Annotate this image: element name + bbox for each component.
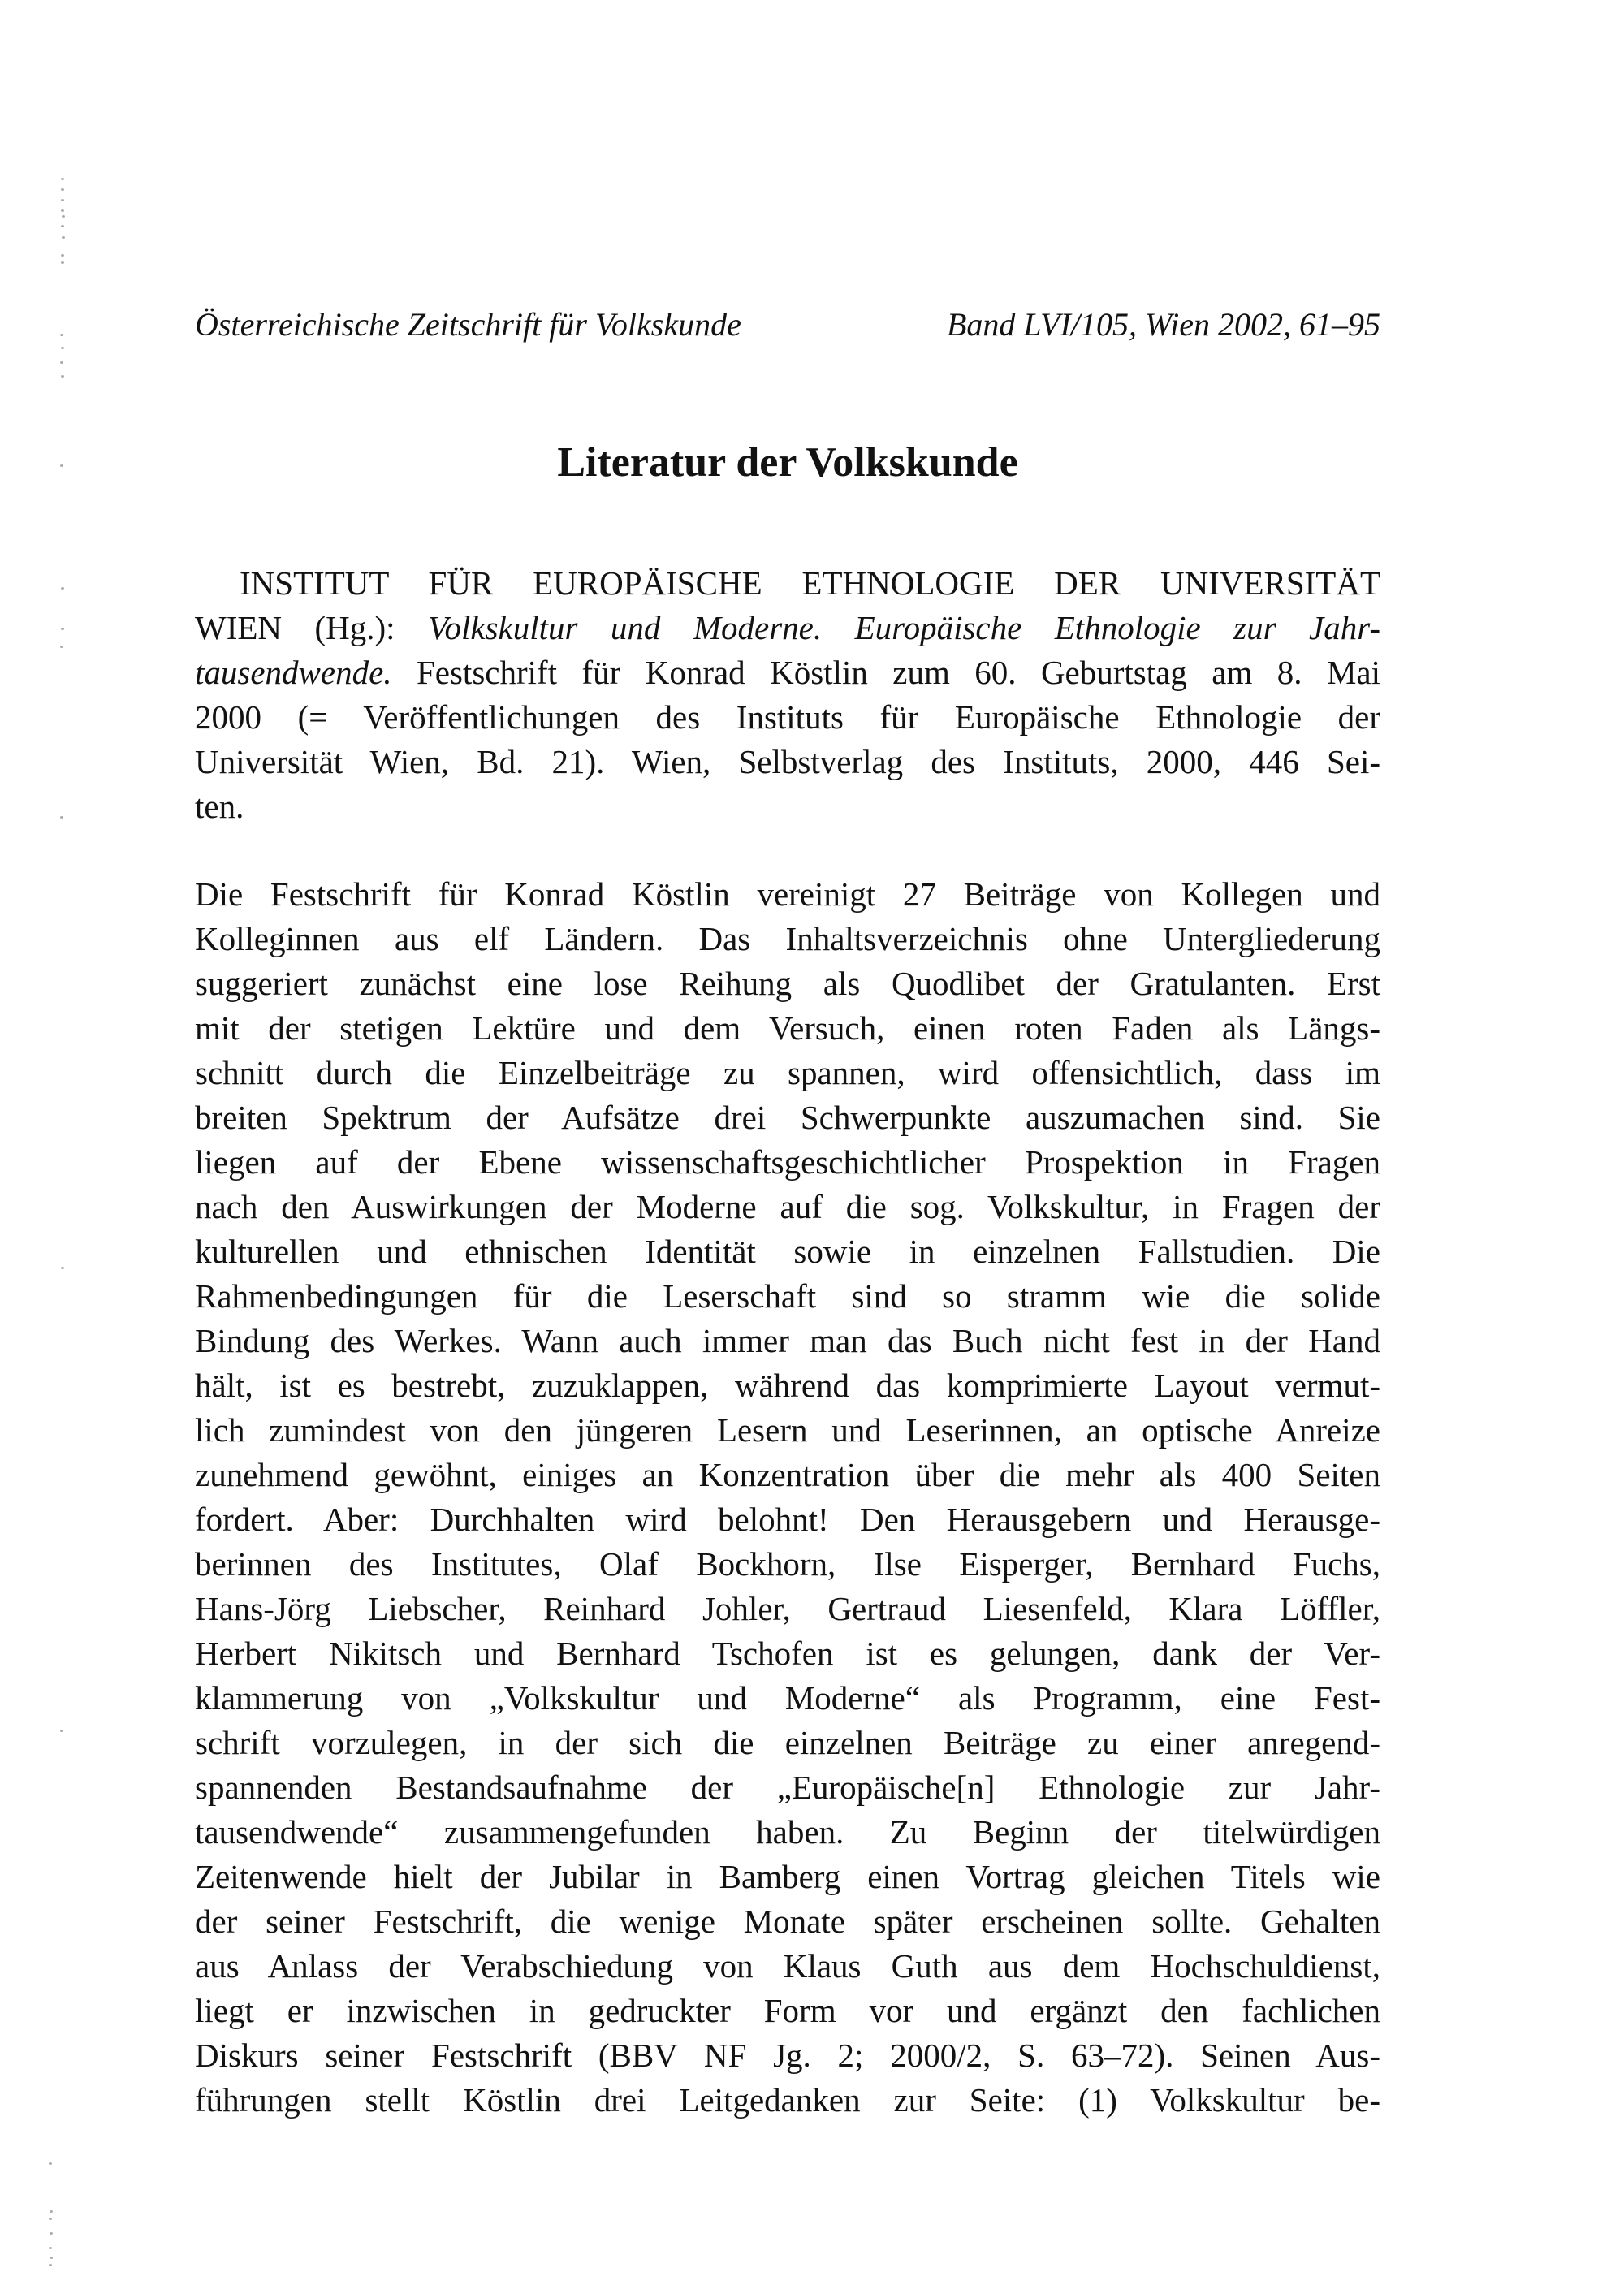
scan-speck (50, 2232, 53, 2235)
scan-speck (61, 628, 64, 630)
text-line: fordert. Aber: Durchhalten wird belohnt! Den Herausgebern und Herausge- (195, 1501, 1380, 1538)
scan-speck (60, 361, 63, 364)
text-line: 2000 (= Veröffentlichungen des Instituts für Europäische Ethnologie der (195, 698, 1380, 736)
scan-speck (61, 587, 64, 590)
scan-speck (61, 178, 64, 180)
text-line: Rahmenbedingungen für die Leserschaft sind so stramm wie die solide (195, 1277, 1380, 1315)
text-line: führungen stellt Köstlin drei Leitgedanken zur Seite: (1) Volkskultur be- (195, 2081, 1380, 2119)
text-line: spannenden Bestandsaufnahme der „Europäische[n] Ethnologie zur Jahr- (195, 1769, 1380, 1806)
text-line: klammerung von „Volkskultur und Moderne“ als Programm, eine Fest- (195, 1679, 1380, 1717)
text-line: Hans-Jörg Liebscher, Reinhard Johler, Gertraud Liesenfeld, Klara Löffler, (195, 1590, 1380, 1627)
scan-speck (49, 2247, 52, 2249)
text-line: nach den Auswirkungen der Moderne auf die sog. Volkskultur, in Fragen der (195, 1188, 1380, 1225)
text-line: INSTITUT FÜR EUROPÄISCHE ETHNOLOGIE DER UNIVERSITÄT (240, 564, 1380, 602)
scan-speck (50, 2210, 53, 2213)
text-line: mit der stetigen Lektüre und dem Versuch, einen roten Faden als Längs- (195, 1009, 1380, 1047)
scan-speck (61, 199, 64, 201)
text-line: ten. (195, 788, 244, 825)
scan-speck (61, 347, 64, 349)
section-title: Literatur der Volkskunde (557, 439, 1018, 486)
journal-name: Österreichische Zeitschrift für Volkskunde (195, 306, 741, 343)
scan-speck (49, 2264, 52, 2266)
text-line: lich zumindest von den jüngeren Lesern und Leserinnen, an optische Anreize (195, 1411, 1380, 1449)
text-line: suggeriert zunächst eine lose Reihung als Quodlibet der Gratulanten. Erst (195, 965, 1380, 1002)
text-line: schnitt durch die Einzelbeiträge zu spannen, wird offensichtlich, dass im (195, 1054, 1380, 1091)
scan-speck (49, 2162, 52, 2165)
scan-speck (60, 1730, 63, 1732)
text-line: liegt er inzwischen in gedruckter Form vor und ergänzt den fachlichen (195, 1992, 1380, 2029)
text-line: Die Festschrift für Konrad Köstlin vereinigt 27 Beiträge von Kollegen und (195, 875, 1380, 913)
text-line: tausendwende. Festschrift für Konrad Köstlin zum 60. Geburtstag am 8. Mai (195, 654, 1380, 691)
scan-speck (60, 334, 63, 336)
volume-info: Band LVI/105, Wien 2002, 61–95 (946, 306, 1380, 343)
text-line: Herbert Nikitsch und Bernhard Tschofen ist es gelungen, dank der Ver- (195, 1635, 1380, 1672)
text-line: Kolleginnen aus elf Ländern. Das Inhaltsverzeichnis ohne Untergliederung (195, 920, 1380, 957)
scan-speck (49, 2218, 52, 2220)
text-line: liegen auf der Ebene wissenschaftsgeschichtlicher Prospektion in Fragen (195, 1143, 1380, 1181)
text-line: aus Anlass der Verabschiedung von Klaus Guth aus dem Hochschuldienst, (195, 1947, 1380, 1985)
text-line: Bindung des Werkes. Wann auch immer man das Buch nicht fest in der Hand (195, 1322, 1380, 1359)
text-line: zunehmend gewöhnt, einiges an Konzentration über die mehr als 400 Seiten (195, 1456, 1380, 1493)
scan-speck (60, 464, 63, 467)
citation-paragraph (195, 561, 1380, 829)
text-line: WIEN (Hg.): Volkskultur und Moderne. Europäische Ethnologie zur Jahr- (195, 609, 1380, 646)
text-line: kulturellen und ethnischen Identität sowie in einzelnen Fallstudien. Die (195, 1233, 1380, 1270)
page-header (195, 305, 1380, 344)
review-body-paragraph (195, 872, 1380, 2123)
text-line: hält, ist es bestrebt, zuzuklappen, während das komprimierte Layout vermut- (195, 1367, 1380, 1404)
text-line: breiten Spektrum der Aufsätze drei Schwerpunkte auszumachen sind. Sie (195, 1099, 1380, 1136)
scan-speck (61, 1267, 64, 1269)
text-line: Zeitenwende hielt der Jubilar in Bamberg einen Vortrag gleichen Titels wie (195, 1858, 1380, 1895)
text-line: berinnen des Institutes, Olaf Bockhorn, Ilse Eisperger, Bernhard Fuchs, (195, 1545, 1380, 1583)
scan-speck (60, 646, 63, 648)
scan-speck (61, 225, 64, 227)
scan-speck (61, 261, 64, 264)
scan-speck (60, 816, 63, 819)
text-line: schrift vorzulegen, in der sich die einzelnen Beiträge zu einer anregend- (195, 1724, 1380, 1761)
scan-speck (61, 188, 64, 191)
scan-speck (62, 236, 65, 239)
text-line: Universität Wien, Bd. 21). Wien, Selbstverlag des Instituts, 2000, 446 Sei- (195, 743, 1380, 780)
scan-speck (61, 254, 64, 257)
text-line: der seiner Festschrift, die wenige Monate später erscheinen sollte. Gehalten (195, 1903, 1380, 1940)
text-line: tausendwende“ zusammengefunden haben. Zu Beginn der titelwürdigen (195, 1813, 1380, 1851)
text-line: Diskurs seiner Festschrift (BBV NF Jg. 2; 2000/2, S. 63–72). Seinen Aus- (195, 2037, 1380, 2074)
scan-speck (50, 2257, 53, 2259)
scan-speck (61, 209, 64, 212)
scan-speck (62, 215, 65, 218)
scan-speck (61, 375, 64, 378)
